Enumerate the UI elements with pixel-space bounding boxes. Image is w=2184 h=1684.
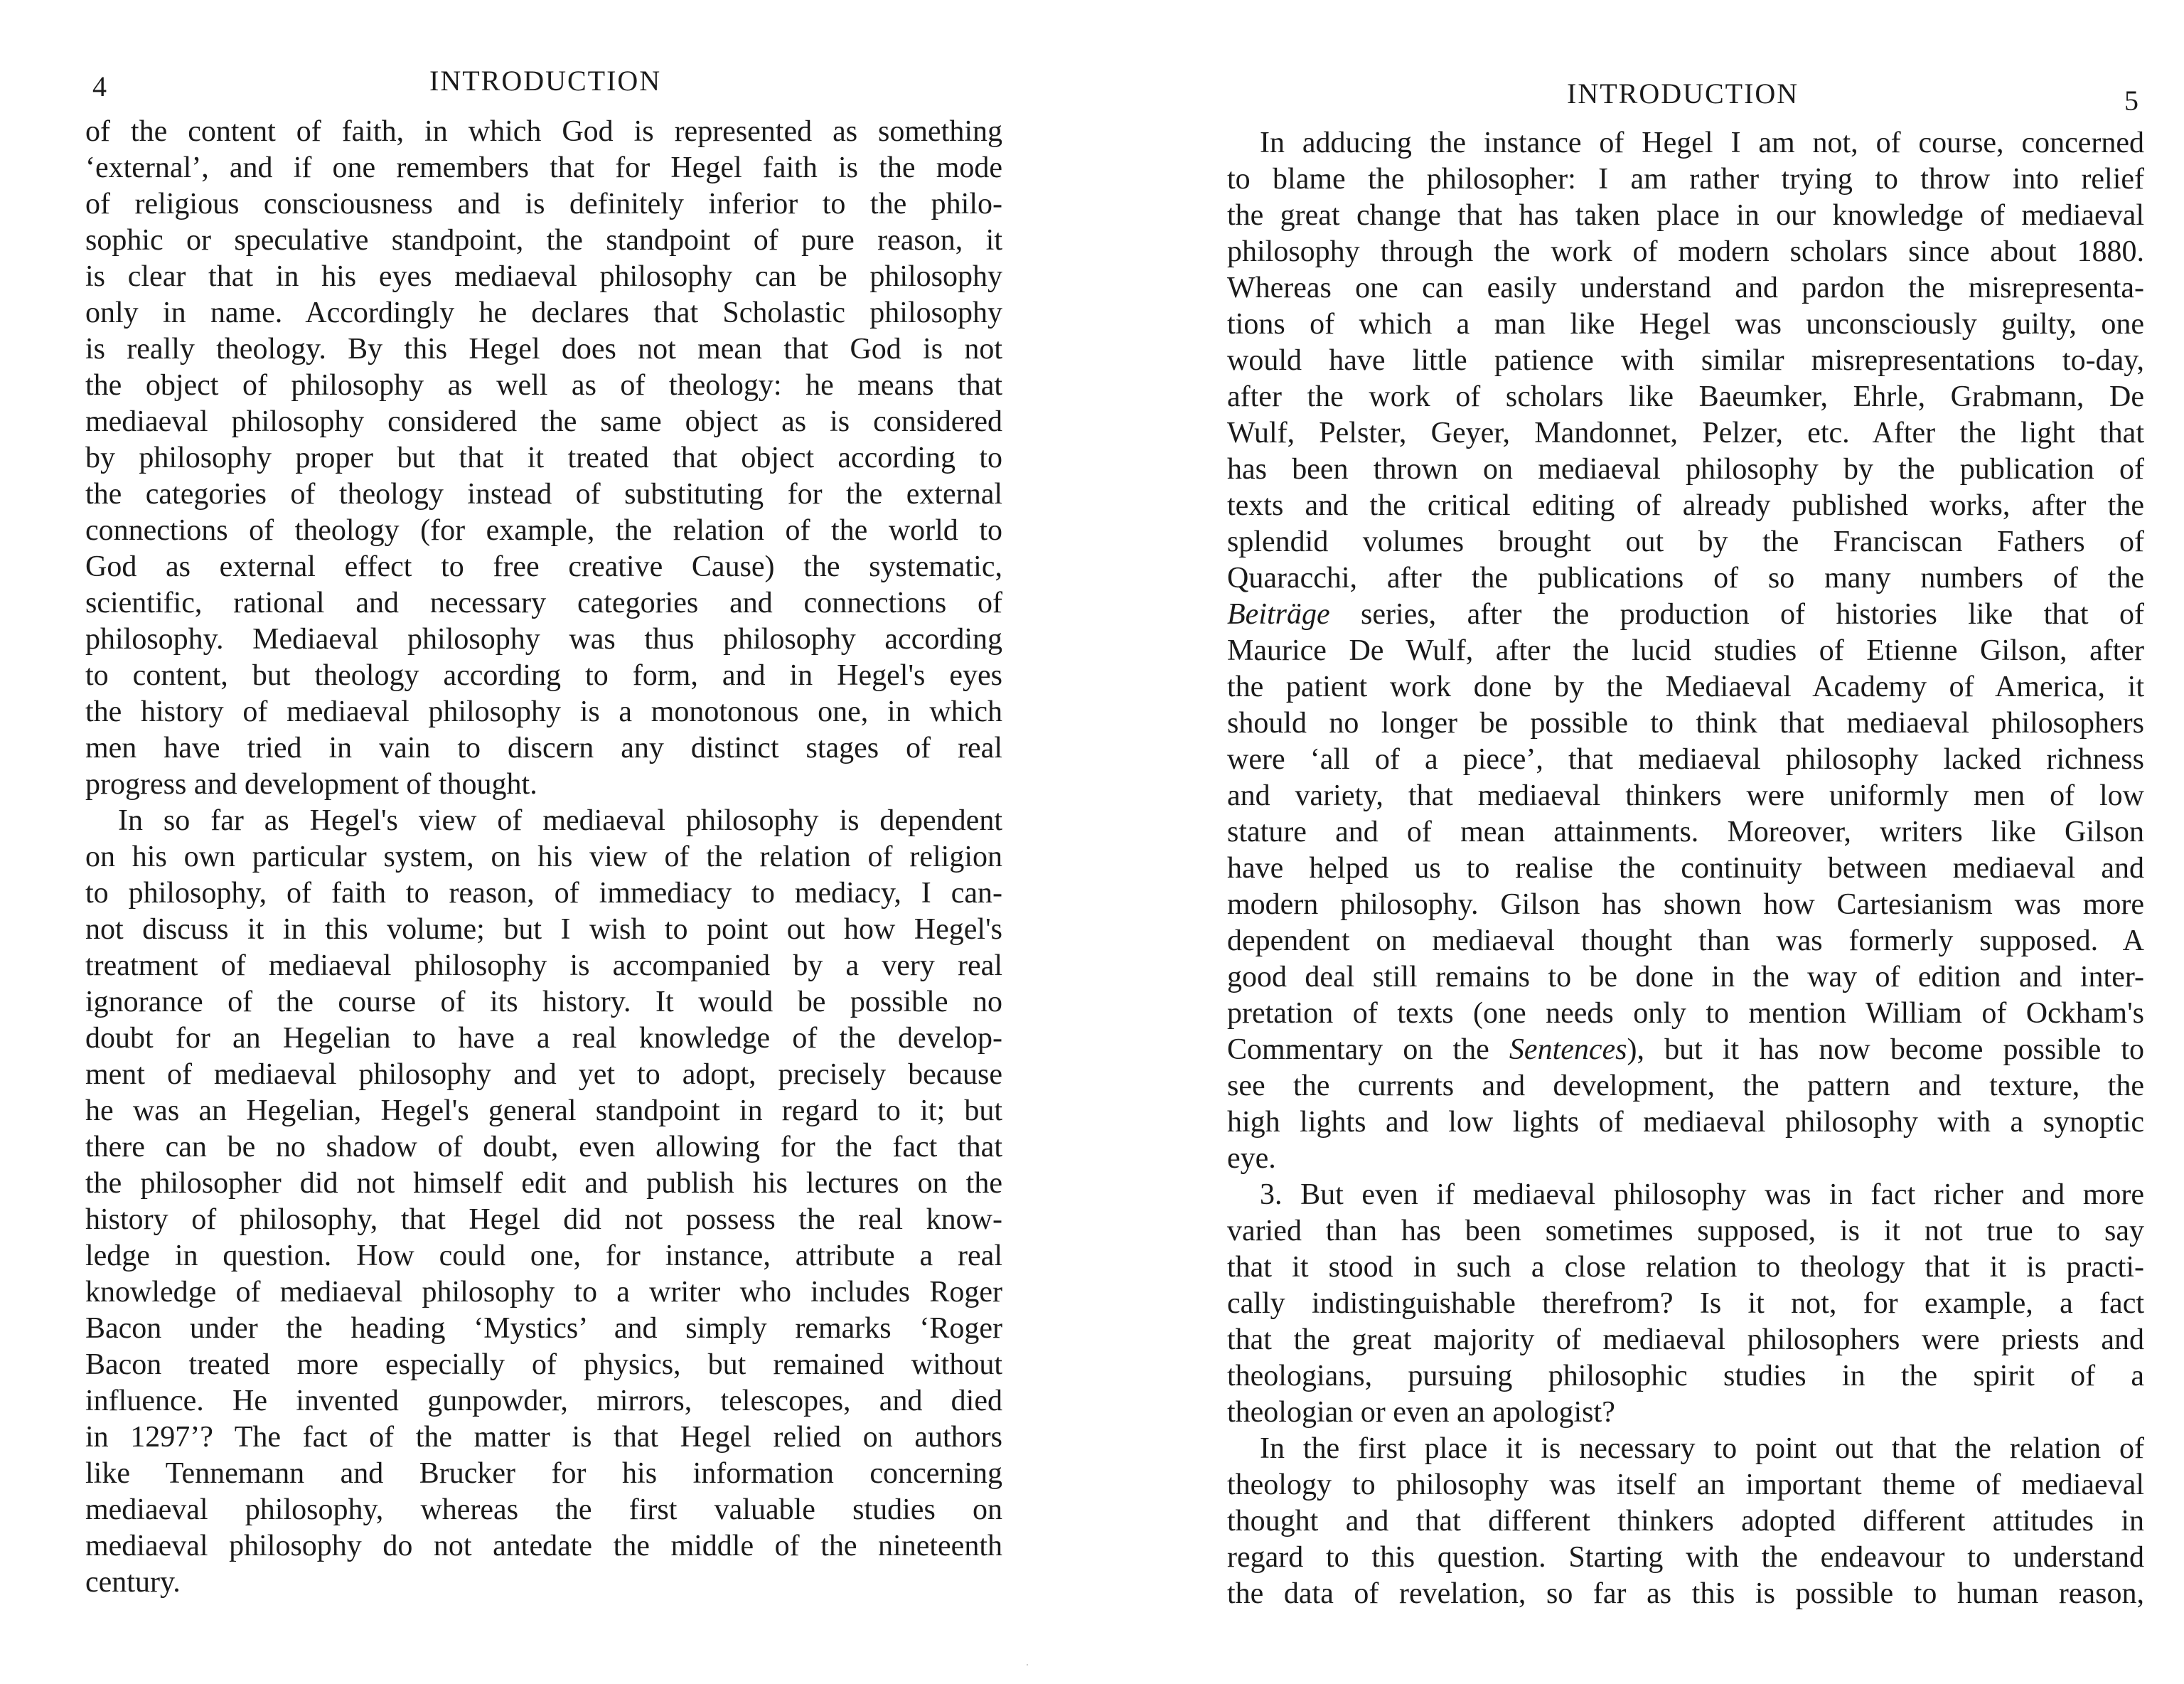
text-line: only in name. Accordingly he declares that Scholastic philosophy bbox=[85, 297, 1002, 329]
text-line: In the first place it is necessary to point out that the relation of bbox=[1260, 1432, 2144, 1465]
text-line: stature and of mean attainments. Moreover, writers like Gilson bbox=[1227, 816, 2144, 848]
text-line: the philosopher did not himself edit and publish his lectures on the bbox=[85, 1167, 1002, 1200]
text-line: treatment of mediaeval philosophy is accompanied by a very real bbox=[85, 949, 1002, 982]
text-line: eye. bbox=[1227, 1142, 1276, 1175]
text-line: texts and the critical editing of already published works, after the bbox=[1227, 489, 2144, 522]
text-line: varied than has been sometimes supposed, is it not true to say bbox=[1227, 1215, 2144, 1247]
text-line: to blame the philosopher: I am rather trying to throw into relief bbox=[1227, 163, 2144, 196]
text-line: of the content of faith, in which God is represented as something bbox=[85, 115, 1002, 148]
scan-speck bbox=[1027, 1664, 1028, 1666]
text-line: In adducing the instance of Hegel I am not, of course, concerned bbox=[1260, 127, 2144, 159]
text-line: mediaeval philosophy do not antedate the middle of the nineteenth bbox=[85, 1530, 1002, 1562]
text-line: dependent on mediaeval thought than was formerly supposed. A bbox=[1227, 924, 2144, 957]
text-line: mediaeval philosophy, whereas the first valuable studies on bbox=[85, 1493, 1002, 1526]
text-line: cally indistinguishable therefrom? Is it not, for example, a fact bbox=[1227, 1287, 2144, 1320]
text-line: the object of philosophy as well as of theology: he means that bbox=[85, 369, 1002, 402]
text-line: knowledge of mediaeval philosophy to a writer who includes Roger bbox=[85, 1276, 1002, 1309]
text-line: Beiträge series, after the production of histories like that of bbox=[1227, 598, 2144, 631]
text-line: after the work of scholars like Baeumker, Ehrle, Grabmann, De bbox=[1227, 380, 2144, 413]
text-line: Commentary on the Sentences), but it has now become possible to bbox=[1227, 1033, 2144, 1066]
body-text bbox=[85, 114, 1002, 1601]
running-header: INTRODUCTION bbox=[429, 65, 662, 97]
right-page bbox=[1092, 0, 2184, 1684]
text-line: theology to philosophy was itself an important theme of mediaeval bbox=[1227, 1469, 2144, 1501]
text-line: is really theology. By this Hegel does not mean that God is not bbox=[85, 333, 1002, 366]
text-line: of religious consciousness and is definitely inferior to the philo- bbox=[85, 188, 1002, 220]
text-line: to content, but theology according to form, and in Hegel's eyes bbox=[85, 659, 1002, 692]
text-line: is clear that in his eyes mediaeval philosophy can be philosophy bbox=[85, 260, 1002, 293]
running-header: INTRODUCTION bbox=[1567, 78, 1799, 110]
text-line: were ‘all of a piece’, that mediaeval philosophy lacked richness bbox=[1227, 743, 2144, 776]
text-line: connections of theology (for example, the relation of the world to bbox=[85, 514, 1002, 547]
text-line: philosophy. Mediaeval philosophy was thus philosophy according bbox=[85, 623, 1002, 656]
text-line: splendid volumes brought out by the Franciscan Fathers of bbox=[1227, 526, 2144, 558]
text-line: see the currents and development, the pattern and texture, the bbox=[1227, 1070, 2144, 1102]
page-number: 5 bbox=[2124, 85, 2138, 117]
body-text bbox=[1227, 125, 2144, 1612]
text-line: philosophy through the work of modern scholars since about 1880. bbox=[1227, 235, 2144, 268]
text-line: tions of which a man like Hegel was unconsciously guilty, one bbox=[1227, 308, 2144, 341]
text-line: Quaracchi, after the publications of so many numbers of the bbox=[1227, 562, 2144, 595]
text-line: the history of mediaeval philosophy is a monotonous one, in which bbox=[85, 696, 1002, 728]
text-line: that the great majority of mediaeval philosophers were priests and bbox=[1227, 1323, 2144, 1356]
text-line: history of philosophy, that Hegel did not possess the real know- bbox=[85, 1203, 1002, 1236]
text-line: high lights and low lights of mediaeval philosophy with a synoptic bbox=[1227, 1106, 2144, 1139]
text-line: mediaeval philosophy considered the same object as is considered bbox=[85, 405, 1002, 438]
text-line: men have tried in vain to discern any distinct stages of real bbox=[85, 732, 1002, 764]
text-line: have helped us to realise the continuity between mediaeval and bbox=[1227, 852, 2144, 885]
text-line: Wulf, Pelster, Geyer, Mandonnet, Pelzer, etc. After the light that bbox=[1227, 417, 2144, 449]
text-line: to philosophy, of faith to reason, of immediacy to mediacy, I can- bbox=[85, 877, 1002, 910]
text-line: like Tennemann and Brucker for his information concerning bbox=[85, 1457, 1002, 1490]
text-line: influence. He invented gunpowder, mirrors, telescopes, and died bbox=[85, 1385, 1002, 1417]
text-line: ledge in question. How could one, for instance, attribute a real bbox=[85, 1240, 1002, 1272]
text-line: thought and that different thinkers adopted different attitudes in bbox=[1227, 1505, 2144, 1538]
text-line: God as external effect to free creative Cause) the systematic, bbox=[85, 550, 1002, 583]
text-line: pretation of texts (one needs only to mention William of Ockham's bbox=[1227, 997, 2144, 1030]
text-line: the great change that has taken place in our knowledge of mediaeval bbox=[1227, 199, 2144, 232]
text-line: the patient work done by the Mediaeval Academy of America, it bbox=[1227, 671, 2144, 703]
text-line: ment of mediaeval philosophy and yet to adopt, precisely because bbox=[85, 1058, 1002, 1091]
text-line: progress and development of thought. bbox=[85, 768, 537, 801]
text-line: on his own particular system, on his view of the relation of religion bbox=[85, 841, 1002, 873]
text-line: Bacon under the heading ‘Mystics’ and simply remarks ‘Roger bbox=[85, 1312, 1002, 1345]
text-line: theologians, pursuing philosophic studies in the spirit of a bbox=[1227, 1360, 2144, 1392]
text-line: and variety, that mediaeval thinkers were uniformly men of low bbox=[1227, 779, 2144, 812]
text-line: would have little patience with similar misrepresentations to-day, bbox=[1227, 344, 2144, 377]
text-line: doubt for an Hegelian to have a real knowledge of the develop- bbox=[85, 1022, 1002, 1055]
text-line: Whereas one can easily understand and pardon the misrepresenta- bbox=[1227, 272, 2144, 304]
text-line: scientific, rational and necessary categories and connections of bbox=[85, 587, 1002, 619]
text-line: Bacon treated more especially of physics, but remained without bbox=[85, 1348, 1002, 1381]
text-line: regard to this question. Starting with the endeavour to understand bbox=[1227, 1541, 2144, 1574]
text-line: modern philosophy. Gilson has shown how Cartesianism was more bbox=[1227, 888, 2144, 921]
text-line: should no longer be possible to think that mediaeval philosophers bbox=[1227, 707, 2144, 740]
text-line: Maurice De Wulf, after the lucid studies of Etienne Gilson, after bbox=[1227, 634, 2144, 667]
text-line: 3. But even if mediaeval philosophy was in fact richer and more bbox=[1260, 1178, 2144, 1211]
text-line: ignorance of the course of its history. It would be possible no bbox=[85, 986, 1002, 1018]
text-line: in 1297’? The fact of the matter is that Hegel relied on authors bbox=[85, 1421, 1002, 1454]
text-line: that it stood in such a close relation to theology that it is practi- bbox=[1227, 1251, 2144, 1284]
text-line: the categories of theology instead of substituting for the external bbox=[85, 478, 1002, 511]
text-line: In so far as Hegel's view of mediaeval philosophy is dependent bbox=[118, 804, 1002, 837]
text-line: not discuss it in this volume; but I wish to point out how Hegel's bbox=[85, 913, 1002, 946]
text-line: sophic or speculative standpoint, the standpoint of pure reason, it bbox=[85, 224, 1002, 257]
text-line: has been thrown on mediaeval philosophy by the publication of bbox=[1227, 453, 2144, 486]
text-line: good deal still remains to be done in the way of edition and inter- bbox=[1227, 961, 2144, 993]
text-line: ‘external’, and if one remembers that for Hegel faith is the mode bbox=[85, 151, 1002, 184]
text-line: theologian or even an apologist? bbox=[1227, 1396, 1615, 1429]
page-number: 4 bbox=[92, 70, 107, 102]
text-line: the data of revelation, so far as this is possible to human reason, bbox=[1227, 1577, 2144, 1610]
text-line: century. bbox=[85, 1566, 181, 1599]
text-line: by philosophy proper but that it treated that object according to bbox=[85, 442, 1002, 474]
text-line: he was an Hegelian, Hegel's general standpoint in regard to it; but bbox=[85, 1094, 1002, 1127]
text-line: there can be no shadow of doubt, even allowing for the fact that bbox=[85, 1131, 1002, 1163]
